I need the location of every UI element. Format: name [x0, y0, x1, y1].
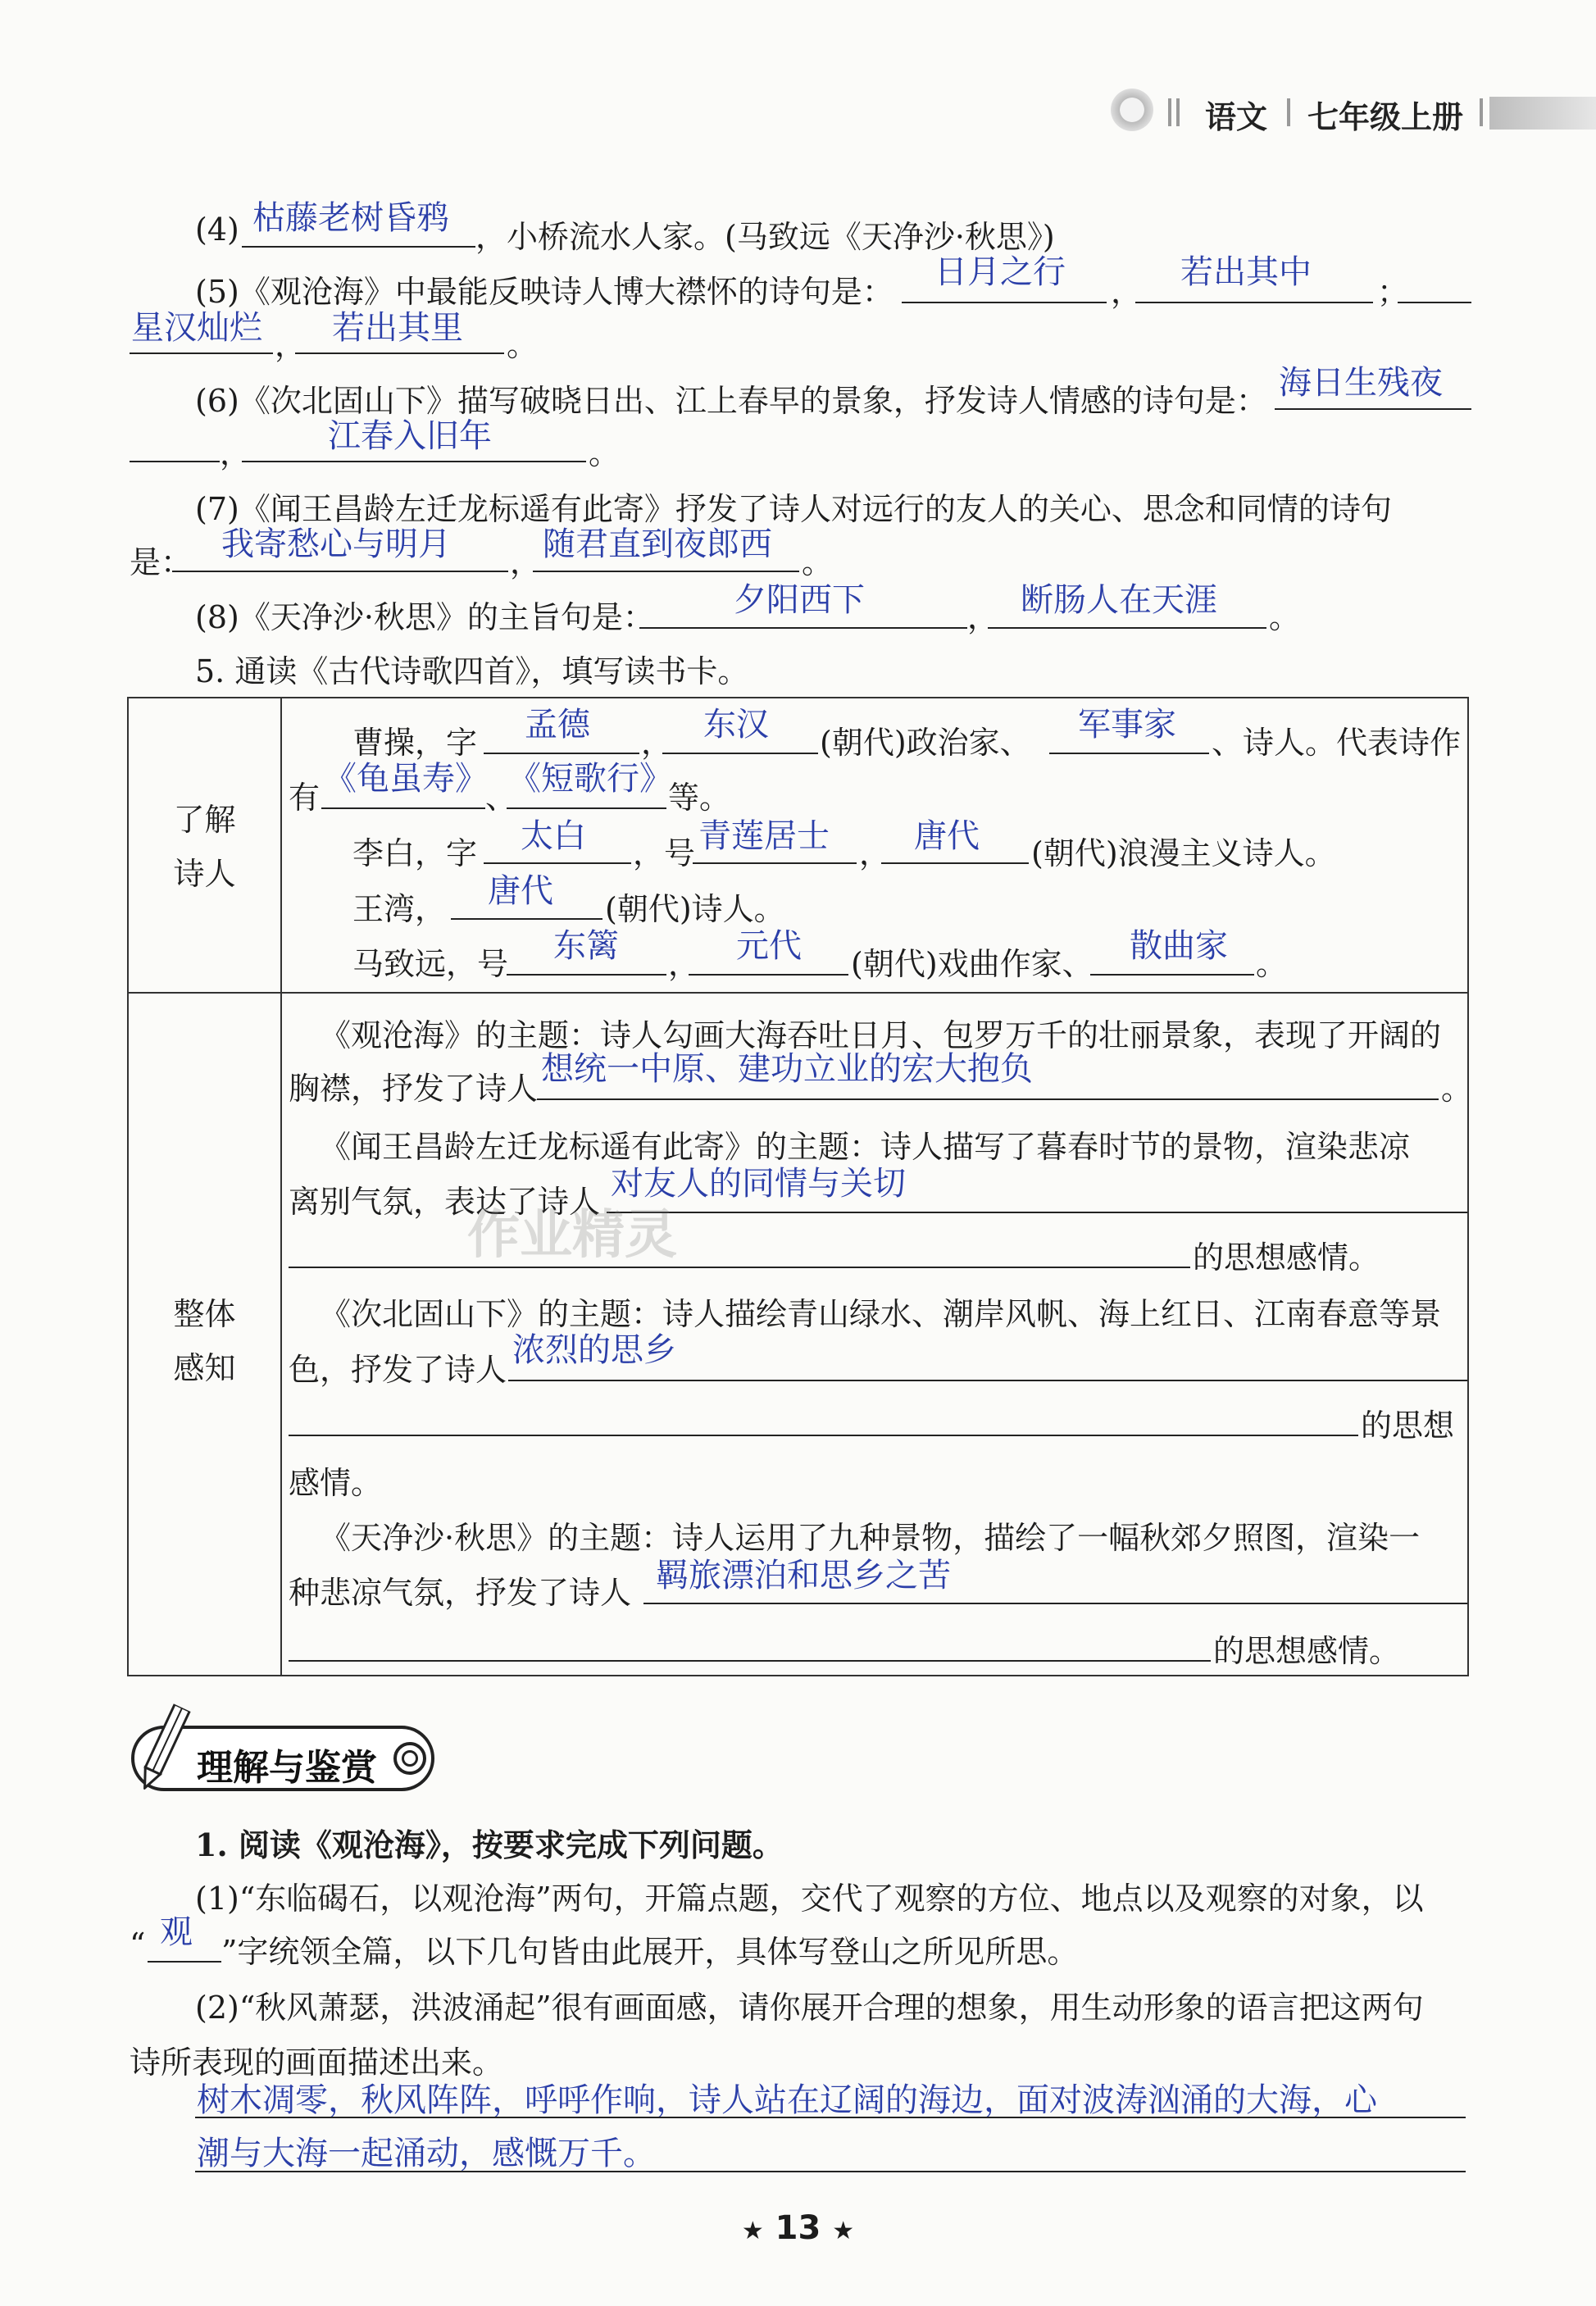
- section-title: 理解与鉴赏: [197, 1747, 377, 1789]
- s1-q1-1-answer[interactable]: 观: [160, 1913, 193, 1951]
- answer-underline: [242, 461, 586, 462]
- theme2-text-a: 《闻王昌龄左迁龙标遥有此寄》的主题：诗人描写了暮春时节的景物，渲染悲凉: [320, 1129, 1411, 1165]
- header-subject: 语文: [1205, 99, 1268, 135]
- s1-answer-line-1[interactable]: 树木凋零，秋风阵阵，呼呼作响，诗人站在辽阔的海边，面对波涛汹涌的大海，心: [197, 2081, 1377, 2119]
- caocao-answer-3[interactable]: 军事家: [1078, 706, 1176, 744]
- theme3-answer[interactable]: 浓烈的思乡: [512, 1331, 676, 1369]
- s1-q1-1-b: ”字统领全篇，以下几句皆由此展开，具体写登山之所见所思。: [221, 1934, 1079, 1970]
- answer-underline: [1090, 974, 1254, 976]
- answer-underline: [1275, 408, 1471, 410]
- libai-text-c: (朝代)浪漫主义诗人。: [1031, 835, 1336, 871]
- answer-underline: [643, 1603, 1467, 1604]
- libai-text-b: ，号: [633, 835, 696, 871]
- answer-underline: [130, 461, 220, 462]
- theme4-text-a: 《天净沙·秋思》的主题：诗人运用了九种景物，描绘了一幅秋郊夕照图，渲染一: [320, 1520, 1421, 1556]
- s1-answer-line-2[interactable]: 潮与大海一起涌动，感慨万千。: [197, 2135, 656, 2172]
- answer-underline: [130, 352, 273, 354]
- q4-7-answer-1[interactable]: 我寄愁心与明月: [221, 525, 451, 563]
- q4-7-answer-2[interactable]: 随君直到夜郎西: [543, 525, 772, 563]
- caocao-text-a: 曹操，字: [352, 725, 478, 761]
- answer-underline: [1398, 302, 1471, 303]
- row-label-overall: 整体 感知: [173, 1296, 236, 1386]
- wangwan-answer[interactable]: 唐代: [488, 872, 553, 910]
- q4-6-answer-2[interactable]: 江春入旧年: [328, 417, 492, 455]
- q4-4-text: ，小桥流水人家。(马致远《天净沙·秋思》): [475, 219, 1055, 255]
- page-number-text: 13: [775, 2209, 821, 2247]
- header-separator: [1480, 98, 1483, 126]
- answer-underline: [484, 862, 631, 864]
- q4-7-text: (7)《闻王昌龄左迁龙标遥有此寄》抒发了诗人对远行的友人的关心、思念和同情的诗句: [195, 491, 1392, 527]
- q4-8-answer-2[interactable]: 断肠人在天涯: [1021, 581, 1217, 619]
- ma-answer-2[interactable]: 元代: [736, 927, 802, 965]
- q4-5-answer-3[interactable]: 星汉灿烂: [131, 309, 262, 347]
- answer-underline: [321, 807, 485, 809]
- caocao-text-c: 、诗人。代表诗作: [1212, 725, 1462, 761]
- theme1-text-b: 胸襟，抒发了诗人: [289, 1071, 539, 1107]
- answer-underline: [508, 1380, 1467, 1381]
- q4-4-num: (4): [195, 211, 239, 248]
- caocao-answer-2[interactable]: 东汉: [703, 706, 769, 744]
- s1-q1-1-open-quote: “: [130, 1926, 146, 1963]
- theme4-text-b: 种悲凉气氛，抒发了诗人: [289, 1575, 632, 1611]
- caocao-answer-4[interactable]: 《龟虽寿》: [324, 760, 488, 798]
- s1-q1: 1. 阅读《观沧海》，按要求完成下列问题。: [195, 1826, 784, 1863]
- answer-underline: [662, 753, 818, 754]
- theme2-text-c: 的思想感情。: [1193, 1239, 1380, 1276]
- theme3-text-d: 感情。: [289, 1465, 383, 1501]
- caocao-text-b: (朝代)政治家、: [820, 725, 1031, 761]
- ma-answer-1[interactable]: 东篱: [553, 927, 619, 965]
- header-bar: [1489, 97, 1596, 130]
- q4-6-answer-1[interactable]: 海日生残夜: [1279, 364, 1443, 402]
- q4-5-answer-2[interactable]: 若出其中: [1180, 253, 1312, 291]
- star-icon: ★: [832, 2217, 855, 2245]
- q4-5-text: (5)《观沧海》中最能反映诗人博大襟怀的诗句是：: [195, 274, 893, 310]
- watermark: 作业精灵: [467, 1205, 677, 1266]
- answer-underline: [507, 974, 666, 976]
- q4-5-answer-1[interactable]: 日月之行: [934, 253, 1066, 291]
- q4-8-text: (8)《天净沙·秋思》的主旨句是：: [195, 599, 654, 635]
- theme4-text-c: 的思想感情。: [1213, 1633, 1401, 1669]
- answer-underline: [881, 862, 1029, 864]
- answer-underline: [295, 352, 504, 354]
- answer-underline: [195, 2171, 1466, 2172]
- answer-underline: [289, 1660, 1211, 1662]
- libai-text-a: 李白，字: [352, 835, 478, 871]
- caocao-answer-1[interactable]: 孟德: [525, 706, 590, 744]
- theme2-text-b: 离别气氛，表达了诗人: [289, 1184, 601, 1220]
- answer-underline: [289, 1435, 1358, 1436]
- answer-underline: [172, 571, 508, 572]
- answer-underline: [533, 571, 799, 572]
- s1-q1-2-b: 诗所表现的画面描述出来。: [130, 2044, 504, 2081]
- q4-8-answer-1[interactable]: 夕阳西下: [734, 581, 865, 619]
- theme3-text-b: 色，抒发了诗人: [289, 1352, 507, 1388]
- ma-answer-3[interactable]: 散曲家: [1130, 927, 1228, 965]
- q5-title: 5. 通读《古代诗歌四首》，填写读书卡。: [195, 653, 749, 689]
- header-separator: [1168, 98, 1171, 126]
- header-separator: [1287, 98, 1290, 126]
- star-icon: ★: [741, 2217, 764, 2245]
- answer-underline: [902, 302, 1107, 303]
- answer-underline: [148, 1961, 221, 1963]
- q4-7-text-2: 是：: [130, 544, 193, 580]
- q4-4-answer[interactable]: 枯藤老树昏鸦: [252, 199, 449, 237]
- header-separator: [1176, 98, 1180, 126]
- answer-underline: [607, 1212, 1467, 1213]
- q4-6-text: (6)《次北固山下》描写破晓日出、江上春早的景象，抒发诗人情感的诗句是：: [195, 383, 1267, 419]
- page-number: [0, 2209, 1596, 2247]
- answer-underline: [289, 1267, 1190, 1268]
- theme2-answer[interactable]: 对友人的同情与关切: [611, 1165, 906, 1203]
- answer-underline: [639, 627, 967, 629]
- answer-underline: [537, 1098, 1439, 1100]
- caocao-text-d: 有: [289, 780, 321, 816]
- caocao-text-e: 等。: [668, 780, 731, 816]
- caocao-answer-5[interactable]: 《短歌行》: [508, 760, 672, 798]
- row-label-know-poets: 了解 诗人: [173, 802, 236, 892]
- answer-underline: [988, 627, 1266, 629]
- sun-icon: [1111, 89, 1153, 131]
- answer-underline: [507, 807, 666, 809]
- wangwan-text-a: 王湾，: [352, 891, 447, 927]
- header-grade: 七年级上册: [1307, 99, 1464, 135]
- theme4-answer[interactable]: 羁旅漂泊和思乡之苦: [656, 1557, 951, 1594]
- libai-answer-1[interactable]: 太白: [521, 817, 586, 855]
- libai-answer-2[interactable]: 青莲居士: [698, 817, 830, 855]
- theme1-answer[interactable]: 想统一中原、建功立业的宏大抱负: [541, 1050, 1033, 1088]
- s1-q1-2-a: (2)“秋风萧瑟，洪波涌起”很有画面感，请你展开合理的想象，用生动形象的语言把这两句: [195, 1990, 1424, 2026]
- ma-text-b: (朝代)戏曲作家、: [851, 946, 1094, 982]
- answer-underline: [242, 246, 475, 248]
- answer-underline: [689, 974, 848, 976]
- badge-end-inner-icon: [402, 1750, 418, 1767]
- ma-text-a: 马致远，号: [352, 946, 509, 982]
- answer-underline: [1135, 302, 1373, 303]
- q4-5-answer-4[interactable]: 若出其里: [332, 309, 463, 347]
- wangwan-text-b: (朝代)诗人。: [605, 891, 785, 927]
- theme3-text-c: 的思想: [1361, 1408, 1455, 1444]
- answer-underline: [1049, 753, 1209, 754]
- s1-q1-1-a: (1)“东临碣石，以观沧海”两句，开篇点题，交代了观察的方位、地点以及观察的对象，以: [195, 1881, 1424, 1917]
- answer-underline: [195, 2117, 1466, 2118]
- answer-underline: [693, 862, 857, 864]
- theme1-text-a: 《观沧海》的主题：诗人勾画大海吞吐日月、包罗万千的壮丽景象，表现了开阔的: [320, 1017, 1442, 1053]
- libai-answer-3[interactable]: 唐代: [914, 817, 980, 855]
- theme3-text-a: 《次北固山下》的主题：诗人描绘青山绿水、潮岸风帆、海上红日、江南春意等景: [320, 1296, 1442, 1332]
